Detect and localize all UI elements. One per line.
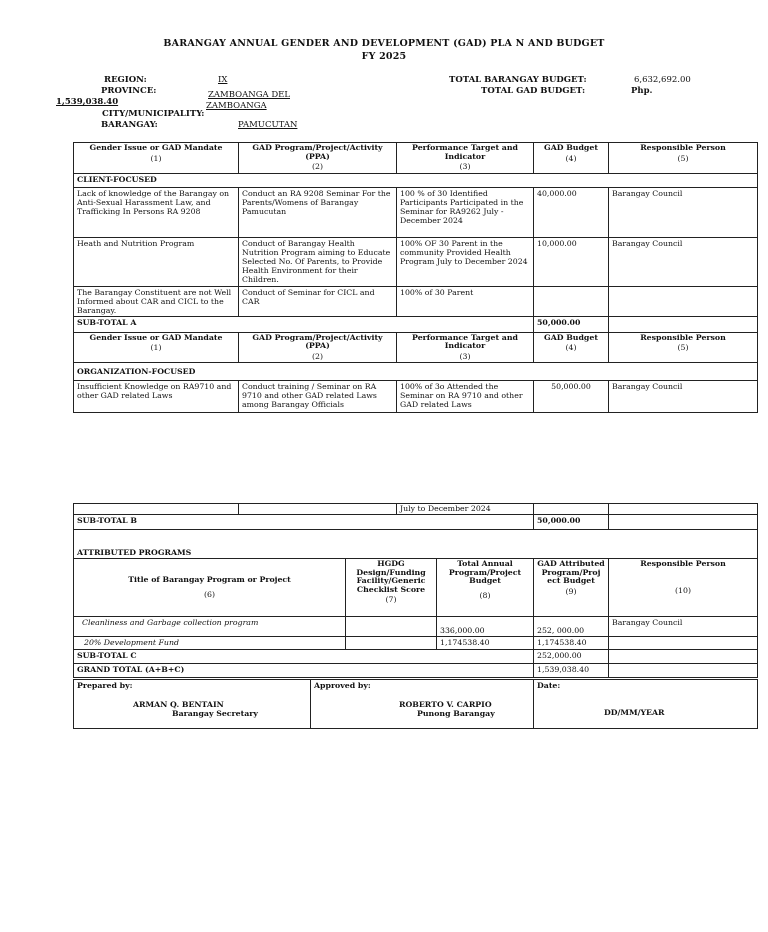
- signature-table: [73, 679, 758, 729]
- header-performance: Performance Target and Indicator (3): [397, 332, 534, 363]
- subtotal-a-label: SUB-TOTAL A: [74, 316, 534, 332]
- cell-person: Barangay Council: [609, 237, 758, 286]
- cell-person: Barangay Council: [609, 617, 758, 637]
- cell-target: 100 % of 30 Identified Participants Participated in the Seminar for RA9262 July - December 2024: [397, 187, 534, 237]
- total-barangay-budget-label: TOTAL BARANGAY BUDGET:: [449, 75, 587, 85]
- header-gad-budget: GAD Budget (4): [534, 143, 609, 174]
- subtotal-b-label: SUB-TOTAL B: [74, 515, 534, 530]
- attributed-programs-table: [73, 529, 758, 678]
- cell-target: 100% OF 30 Parent in the community Provided Health Program July to December 2024: [397, 237, 534, 286]
- cell-issue: The Barangay Constituent are not Well Informed about CAR and CICL to the Barangay.: [74, 286, 239, 316]
- cell-issue: Insufficient Knowledge on RA9710 and other GAD related Laws: [74, 381, 239, 413]
- table-row: [74, 617, 758, 637]
- header-responsible: Responsible Person (10): [609, 559, 758, 617]
- left-amount: 1,539,038.40: [56, 97, 119, 107]
- fiscal-year: FY 2025: [361, 51, 407, 62]
- document-title: BARANGAY ANNUAL GENDER AND DEVELOPMENT (GAD) PLA N AND BUDGET: [163, 38, 605, 49]
- approved-by-label: Approved by:: [314, 681, 371, 690]
- region-value: IX: [218, 75, 228, 85]
- header-ppa: GAD Program/Project/Activity (PPA) (2): [239, 143, 397, 174]
- header-gender-issue: Gender Issue or GAD Mandate (1): [74, 332, 239, 363]
- grand-total-label: GRAND TOTAL (A+B+C): [74, 664, 534, 678]
- header-program-title: Title of Barangay Program or Project (6): [74, 559, 346, 617]
- header-gender-issue: Gender Issue or GAD Mandate (1): [74, 143, 239, 174]
- province-label: PROVINCE:: [101, 86, 157, 96]
- subtotal-c-label: SUB-TOTAL C: [74, 650, 534, 664]
- cell-person: Barangay Council: [609, 187, 758, 237]
- header-responsible: Responsible Person (5): [609, 332, 758, 363]
- total-barangay-budget-value: 6,632,692.00: [634, 75, 691, 85]
- subtotal-c-row: [74, 650, 758, 664]
- table-header-row: [74, 332, 758, 363]
- prepared-by-title: Barangay Secretary: [172, 709, 258, 718]
- prepared-by-block: [74, 680, 311, 729]
- cell-budget: 40,000.00: [534, 187, 609, 237]
- gad-plan-table-continued: [73, 503, 758, 530]
- cell-total-budget: 336,000.00: [437, 617, 534, 637]
- barangay-value: PAMUCUTAN: [238, 120, 298, 130]
- prepared-by-label: Prepared by:: [77, 681, 133, 690]
- cell-ppa: Conduct an RA 9208 Seminar For the Parents/Womens of Barangay Pamucutan: [239, 187, 397, 237]
- subtotal-a-row: [74, 316, 758, 332]
- table-row: [74, 187, 758, 237]
- barangay-label: BARANGAY:: [101, 120, 158, 130]
- header-performance: Performance Target and Indicator (3): [397, 143, 534, 174]
- table-row: [74, 381, 758, 413]
- prepared-by-name: ARMAN Q. BENTAIN: [133, 700, 224, 709]
- table-row: [74, 504, 758, 515]
- date-label: Date:: [537, 681, 561, 690]
- subtotal-c-value: 252,000.00: [534, 650, 609, 664]
- cell-target: 100% of 30 Parent: [397, 286, 534, 316]
- table-row: [74, 237, 758, 286]
- cell-ppa: Conduct of Seminar for CICL and CAR: [239, 286, 397, 316]
- cell-ppa: Conduct training / Seminar on RA 9710 and other GAD related Laws among Barangay Officials: [239, 381, 397, 413]
- grand-total-value: 1,539,038.40: [534, 664, 609, 678]
- approved-by-title: Punong Barangay: [417, 709, 495, 718]
- section-organization-focused: ORGANIZATION-FOCUSED: [74, 363, 758, 381]
- signature-row: [74, 680, 758, 729]
- city-label: CITY/MUNICIPALITY:: [102, 109, 205, 119]
- date-block: [534, 680, 758, 729]
- header-gad-budget: GAD Budget (4): [534, 332, 609, 363]
- province-value-2: ZAMBOANGA: [206, 101, 267, 111]
- approved-by-name: ROBERTO V. CARPIO: [399, 700, 492, 709]
- total-gad-budget-value: Php.: [631, 86, 653, 96]
- header-responsible: Responsible Person (5): [609, 143, 758, 174]
- cell-person: Barangay Council: [609, 381, 758, 413]
- subtotal-a-value: 50,000.00: [534, 316, 609, 332]
- subtotal-b-value: 50,000.00: [534, 515, 609, 530]
- table-row: [74, 637, 758, 650]
- approved-by-block: [311, 680, 534, 729]
- cell-target: July to December 2024: [397, 504, 534, 515]
- cell-person: [609, 286, 758, 316]
- gad-plan-table: [73, 142, 758, 413]
- date-value: DD/MM/YEAR: [604, 708, 665, 717]
- cell-program-title: 20% Development Fund: [74, 637, 346, 650]
- section-attributed-programs: ATTRIBUTED PROGRAMS: [74, 530, 758, 559]
- section-row: [74, 363, 758, 381]
- cell-budget: 50,000.00: [534, 381, 609, 413]
- cell-total-budget: 1,174538.40: [437, 637, 534, 650]
- cell-program-title: Cleanliness and Garbage collection program: [74, 617, 346, 637]
- header-gad-attributed: GAD Attributed Program/Proj ect Budget (9): [534, 559, 609, 617]
- section-client-focused: CLIENT-FOCUSED: [74, 173, 758, 187]
- header-ppa: GAD Program/Project/Activity (PPA) (2): [239, 332, 397, 363]
- cell-budget: [534, 286, 609, 316]
- total-gad-budget-label: TOTAL GAD BUDGET:: [481, 86, 586, 96]
- cell-gad-budget: 252, 000.00: [534, 617, 609, 637]
- grand-total-row: [74, 664, 758, 678]
- section-row: [74, 530, 758, 559]
- cell-ppa: Conduct of Barangay Health Nutrition Program aiming to Educate Selected No. Of Parents, to Provide Health Environment for their Children.: [239, 237, 397, 286]
- table-header-row: [74, 143, 758, 174]
- cell-issue: Heath and Nutrition Program: [74, 237, 239, 286]
- province-value: ZAMBOANGA DEL: [208, 90, 290, 100]
- table-row: [74, 286, 758, 316]
- cell-target: 100% of 3o Attended the Seminar on RA 9710 and other GAD related Laws: [397, 381, 534, 413]
- subtotal-b-row: [74, 515, 758, 530]
- header-total-budget: Total Annual Program/Project Budget (8): [437, 559, 534, 617]
- region-label: REGION:: [104, 75, 147, 85]
- table-header-row: [74, 559, 758, 617]
- cell-issue: Lack of knowledge of the Barangay on Anti-Sexual Harassment Law, and Trafficking In Persons RA 9208: [74, 187, 239, 237]
- cell-budget: 10,000.00: [534, 237, 609, 286]
- header-hgdg: HGDG Design/Funding Facility/Generic Checklist Score (7): [346, 559, 437, 617]
- section-row: [74, 173, 758, 187]
- cell-gad-budget: 1,174538.40: [534, 637, 609, 650]
